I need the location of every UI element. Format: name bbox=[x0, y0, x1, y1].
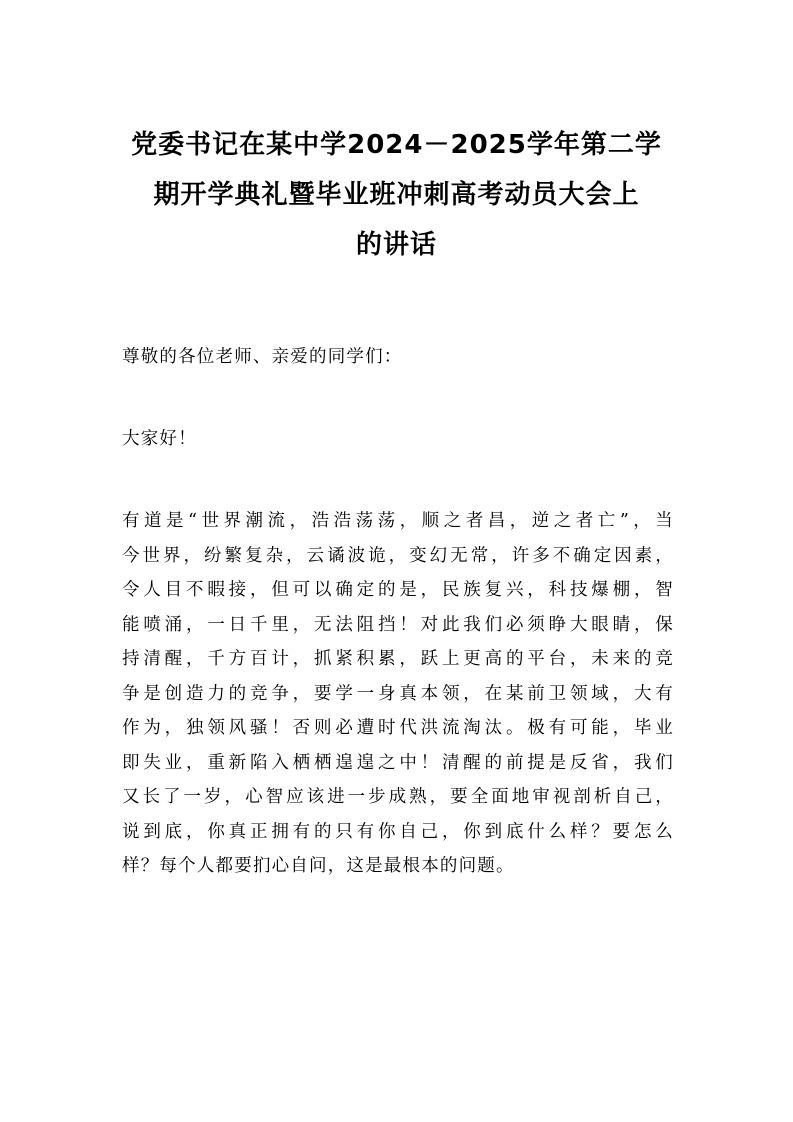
paragraph-line: 又长了一岁，心智应该进一步成熟，要全面地审视剖析自己， bbox=[122, 787, 674, 807]
salutation: 尊敬的各位老师、亲爱的同学们： bbox=[122, 347, 403, 367]
greeting: 大家好！ bbox=[122, 429, 197, 449]
title-line: 期开学典礼暨毕业班冲刺高考动员大会上 bbox=[153, 180, 640, 210]
paragraph-line: 说到底，你真正拥有的只有你自己，你到底什么样？要怎么 bbox=[122, 821, 674, 842]
title-line: 党委书记在某中学2024－2025学年第二学 bbox=[131, 130, 662, 160]
paragraph-line: 即失业，重新陷入栖栖遑遑之中！清醒的前提是反省，我们 bbox=[122, 752, 674, 773]
paragraph-line: 持清醒，千方百计，抓紧积累，跃上更高的平台，未来的竞 bbox=[122, 649, 674, 669]
document-title bbox=[110, 120, 683, 270]
paragraph-line: 争是创造力的竞争，要学一身真本领，在某前卫领域，大有 bbox=[122, 683, 674, 704]
paragraph-line: 令人目不暇接，但可以确定的是，民族复兴，科技爆棚，智 bbox=[122, 580, 674, 600]
paragraph-line: 能喷涌，一日千里，无法阻挡！对此我们必须睁大眼睛，保 bbox=[122, 614, 674, 635]
paragraph-line: 样？每个人都要扪心自问，这是最根本的问题。 bbox=[122, 856, 515, 876]
paragraph-line: 作为，独领风骚！否则必遭时代洪流淘汰。极有可能，毕业 bbox=[122, 718, 674, 738]
paragraph-line: 有道是“世界潮流，浩浩荡荡，顺之者昌，逆之者亡”，当 bbox=[122, 511, 674, 531]
title-line: 的讲话 bbox=[355, 230, 437, 260]
paragraph-line: 今世界，纷繁复杂，云谲波诡，变幻无常，许多不确定因素， bbox=[122, 545, 674, 566]
body-paragraph bbox=[122, 506, 674, 886]
